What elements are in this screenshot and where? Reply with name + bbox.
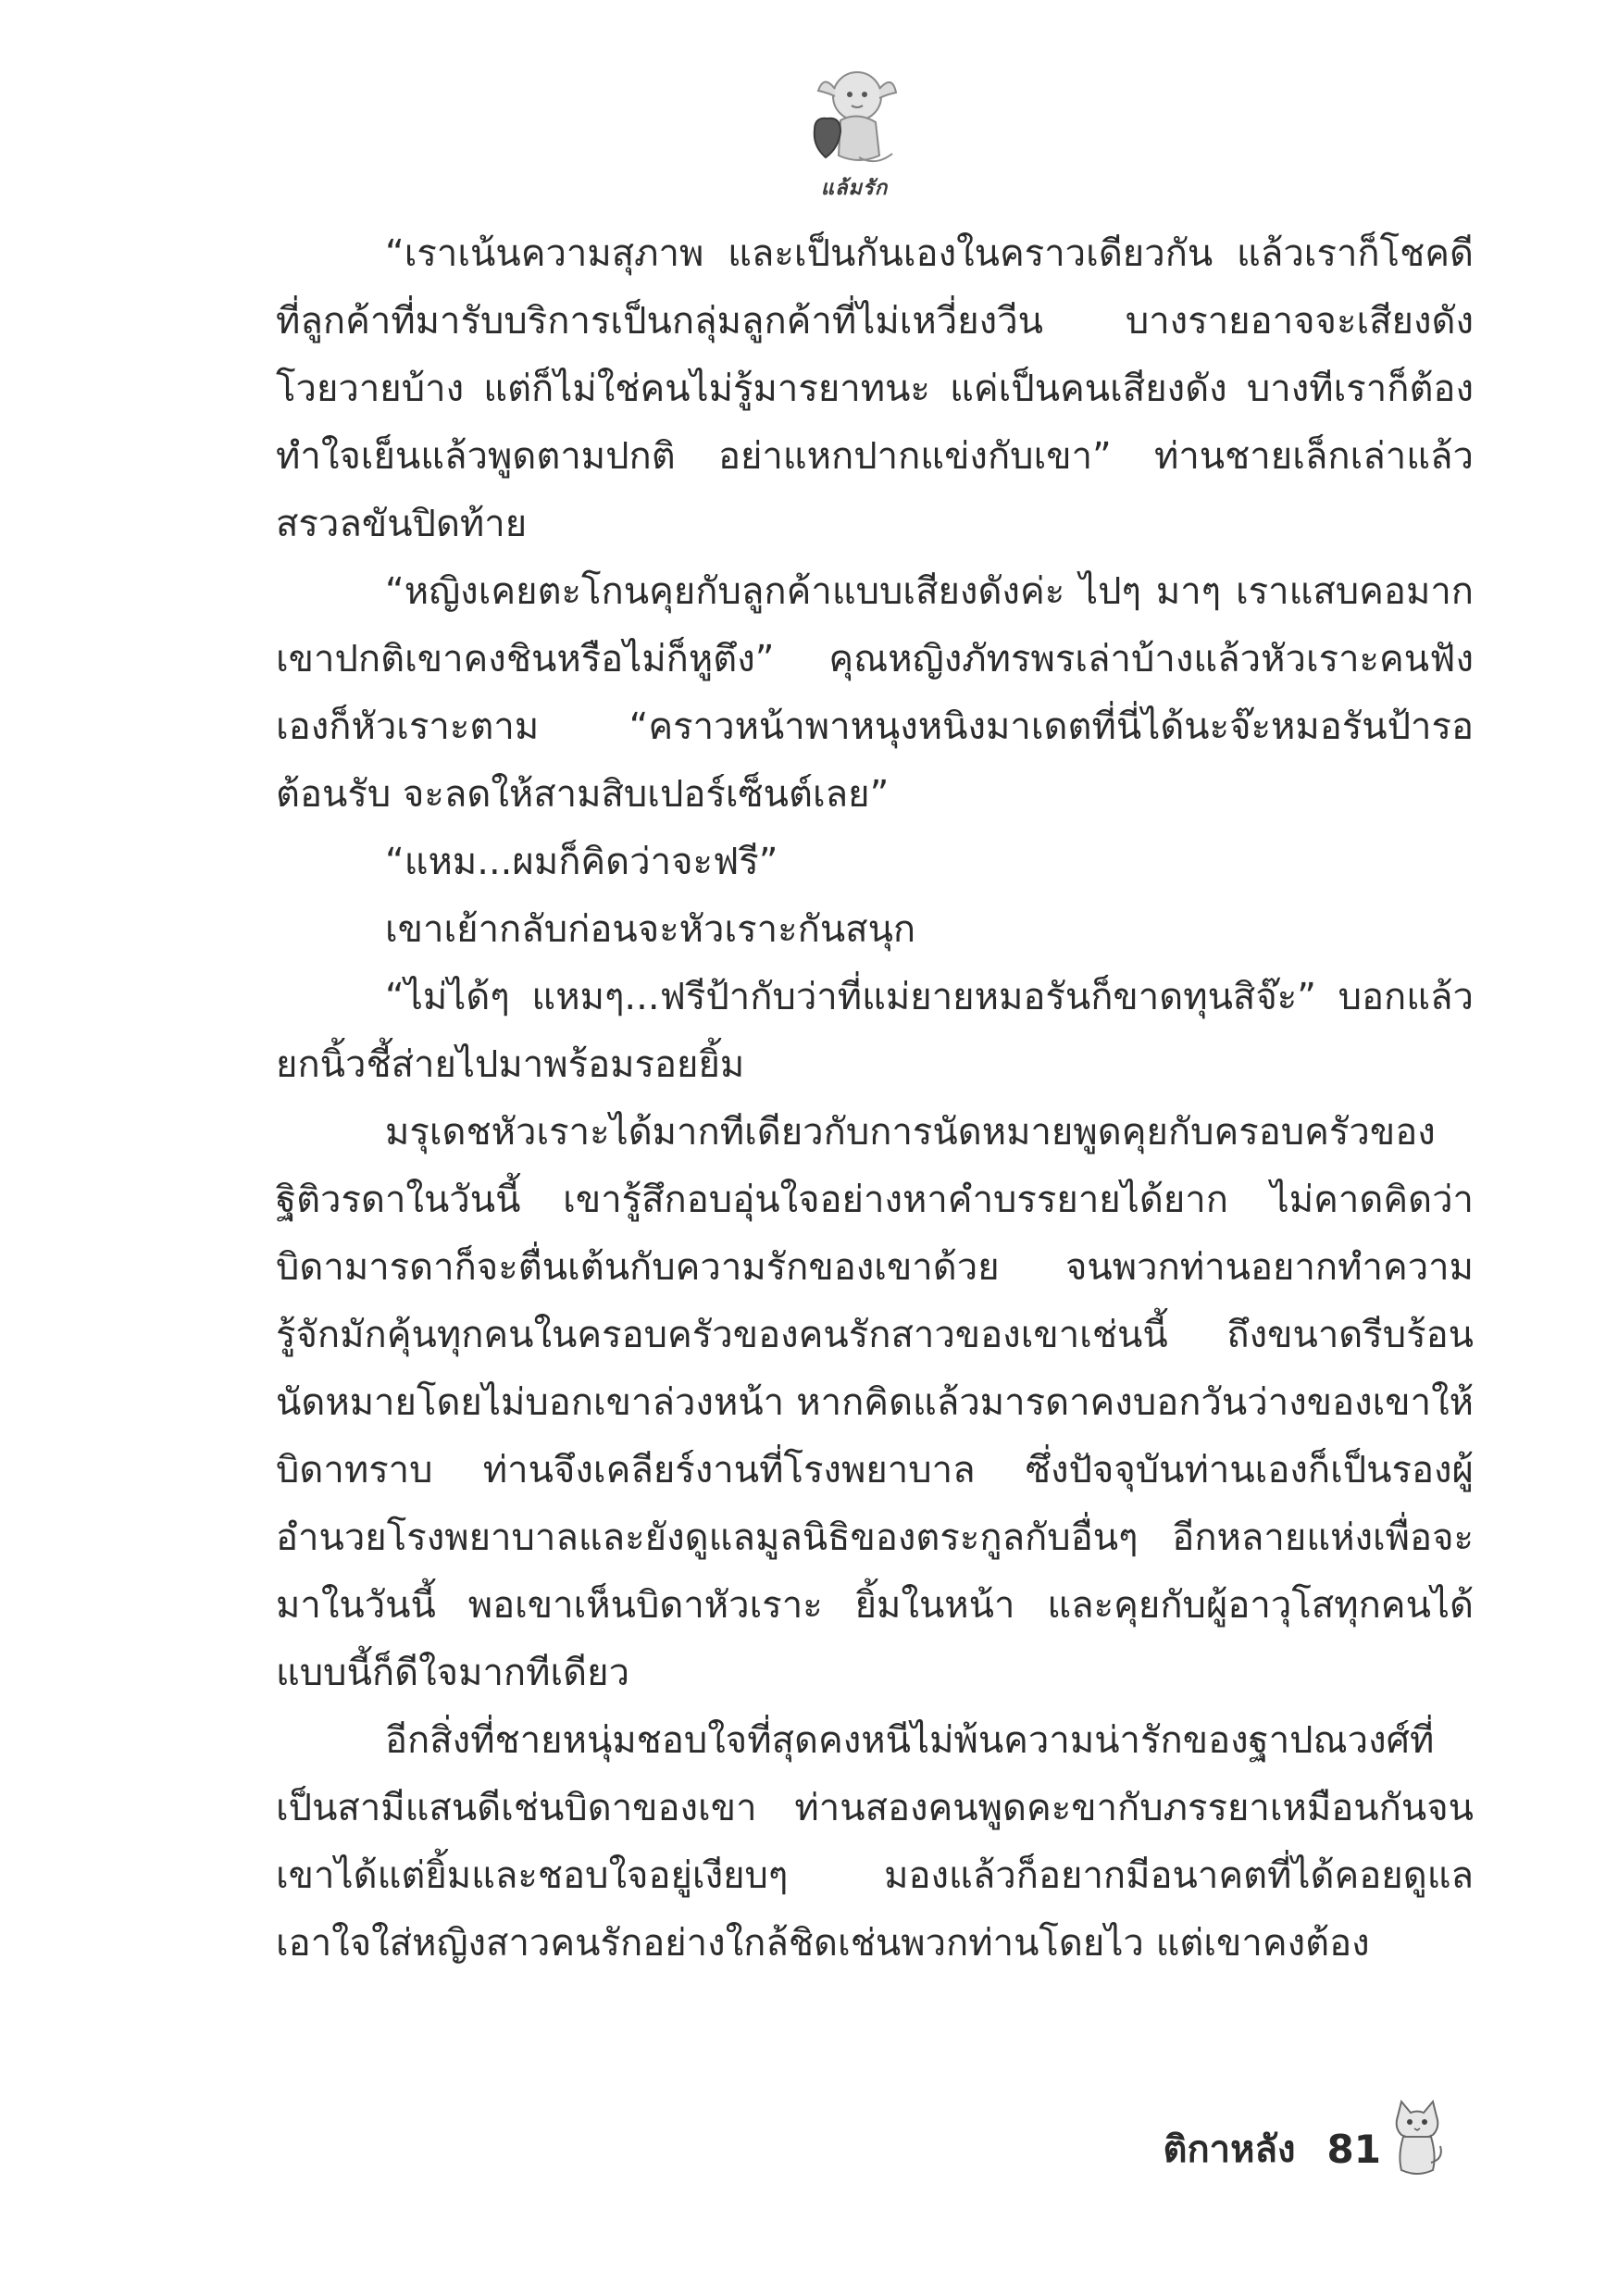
paragraph: อีกสิ่งที่ชายหนุ่มชอบใจที่สุดคงหนีไม่พ้นความน่ารักของฐาปณวงศ์ที่เป็นสามีแสนดีเช่นบิดาของเขา ท่านสองคนพูดคะขากับภรรยาเหมือนกันจนเขาได้แต่ยิ้มและชอบใจอยู่เงียบๆ มองแล้วก็อยากมีอนาคตที่ได้คอยดูแลเอาใจใส่หญิงสาวคนรักอย่างใกล้ชิดเช่นพวกท่านโดยไว แต่เขาคงต้อง: [276, 1719, 1474, 1965]
paragraph: เขาเย้ากลับก่อนจะหัวเราะกันสนุก: [385, 908, 916, 951]
page-number: 81: [1326, 2127, 1381, 2172]
cherub-holding-heart-icon: [803, 65, 905, 183]
paragraph: “หญิงเคยตะโกนคุยกับลูกค้าแบบเสียงดังค่ะ ไปๆ มาๆ เราแสบคอมาก เขาปกติเขาคงชินหรือไม่ก็หูตึง” คุณหญิงภัทรพรเล่าบ้างแล้วหัวเราะคนฟังเองก็หัวเราะตาม “คราวหน้าพาหนุงหนิงมาเดตที่นี่ได้นะจ๊ะหมอรันป้ารอต้อนรับ จะลดให้สามสิบเปอร์เซ็นต์เลย”: [276, 570, 1474, 816]
cat-icon: [1388, 2098, 1446, 2177]
paragraph: “เราเน้นความสุภาพ และเป็นกันเองในคราวเดียวกัน แล้วเราก็โชคดีที่ลูกค้าที่มารับบริการเป็นกลุ่มลูกค้าที่ไม่เหวี่ยงวีน บางรายอาจจะเสียงดังโวยวายบ้าง แต่ก็ไม่ใช่คนไม่รู้มารยาทนะ แค่เป็นคนเสียงดัง บางทีเราก็ต้องทำใจเย็นแล้วพูดตามปกติ อย่าแหกปากแข่งกับเขา” ท่านชายเล็กเล่าแล้วสรวลขันปิดท้าย: [276, 232, 1474, 545]
body-text: [276, 220, 1474, 1978]
book-title: ติกาหลัง: [1163, 2128, 1296, 2171]
header-logo: [803, 65, 905, 204]
logo-text: แล้มรัก: [820, 177, 889, 200]
paragraph: “แหม...ผมก็คิดว่าจะฟรี”: [385, 841, 778, 883]
paragraph: “ไม่ได้ๆ แหมๆ...ฟรีป้ากับว่าที่แม่ยายหมอรันก็ขาดทุนสิจ๊ะ” บอกแล้วยกนิ้วชี้ส่ายไปมาพร้อมรอยยิ้ม: [276, 976, 1474, 1086]
page-footer: [1163, 2094, 1446, 2177]
paragraph: มรุเดชหัวเราะได้มากทีเดียวกับการนัดหมายพูดคุยกับครอบครัวของฐิติวรดาในวันนี้ เขารู้สึกอบอุ่นใจอย่างหาคำบรรยายได้ยาก ไม่คาดคิดว่าบิดามารดาก็จะตื่นเต้นกับความรักของเขาด้วย จนพวกท่านอยากทำความรู้จักมักคุ้นทุกคนในครอบครัวของคนรักสาวของเขาเช่นนี้ ถึงขนาดรีบร้อนนัดหมายโดยไม่บอกเขาล่วงหน้า หากคิดแล้วมารดาคงบอกวันว่างของเขาให้บิดาทราบ ท่านจึงเคลียร์งานที่โรงพยาบาล ซึ่งปัจจุบันท่านเองก็เป็นรองผู้อำนวยโรงพยาบาลและยังดูแลมูลนิธิของตระกูลกับอื่นๆ อีกหลายแห่งเพื่อจะมาในวันนี้ พอเขาเห็นบิดาหัวเราะ ยิ้มในหน้า และคุยกับผู้อาวุโสทุกคนได้แบบนี้ก็ดีใจมากทีเดียว: [276, 1111, 1474, 1694]
